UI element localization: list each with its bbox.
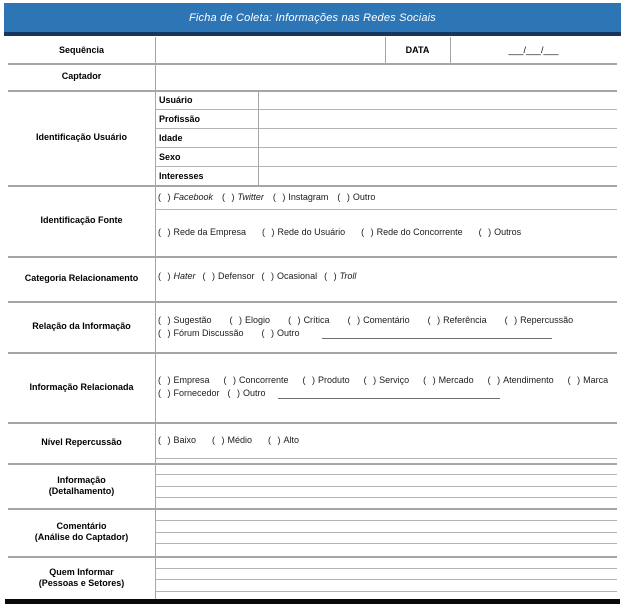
checkbox-box[interactable]: ( ) xyxy=(288,314,301,325)
fonte-network-options xyxy=(158,226,615,239)
checkbox-option[interactable] xyxy=(364,374,410,387)
checkbox-box[interactable]: ( ) xyxy=(504,314,518,325)
checkbox-option[interactable] xyxy=(428,314,487,327)
nivel-row xyxy=(158,422,615,458)
checkbox-option-label: Comentário xyxy=(363,314,410,325)
checkbox-box[interactable]: ( ) xyxy=(261,270,275,281)
categoria-relacionamento-label: Categoria Relacionamento xyxy=(24,273,139,283)
informacao-options-line2 xyxy=(158,387,615,400)
checkbox-option[interactable] xyxy=(158,327,244,340)
checkbox-option-label: Fornecedor xyxy=(173,388,220,398)
checkbox-option-label: Referência xyxy=(443,314,487,325)
sexo-value-cell[interactable] xyxy=(259,148,616,165)
checkbox-box[interactable]: ( ) xyxy=(361,227,374,237)
profissao-value-cell[interactable] xyxy=(259,110,616,127)
checkbox-option[interactable] xyxy=(348,314,410,327)
relacao-rows xyxy=(158,301,615,352)
checkbox-box[interactable]: ( ) xyxy=(262,227,275,237)
checkbox-option-label: Mercado xyxy=(438,375,474,385)
checkbox-option[interactable] xyxy=(488,374,554,387)
checkbox-option[interactable] xyxy=(230,314,271,327)
checkbox-option-label: Rede da Empresa xyxy=(173,227,247,237)
comentario-writing-row[interactable] xyxy=(156,544,616,555)
informacao-detalhamento-label-line2: (Detalhamento) xyxy=(48,485,115,496)
checkbox-option[interactable] xyxy=(268,434,299,447)
checkbox-box[interactable]: ( ) xyxy=(363,375,377,385)
checkbox-box[interactable]: ( ) xyxy=(567,375,581,385)
informacao-options-line1 xyxy=(158,374,615,387)
checkbox-option-label: Facebook xyxy=(173,191,214,202)
checkbox-option[interactable] xyxy=(158,434,196,447)
checkbox-box[interactable]: ( ) xyxy=(487,375,501,385)
checkbox-option-label: Alto xyxy=(283,434,300,445)
checkbox-box[interactable]: ( ) xyxy=(423,375,436,385)
quem-informar-writing-row[interactable] xyxy=(156,569,616,578)
identificacao-usuario-label: Identificação Usuário xyxy=(35,132,128,142)
checkbox-option-label: Outros xyxy=(494,227,522,237)
captador-input-cell[interactable] xyxy=(156,64,616,89)
sequencia-input-cell[interactable] xyxy=(156,38,384,62)
checkbox-box[interactable]: ( ) xyxy=(158,227,171,237)
checkbox-option[interactable] xyxy=(228,387,266,400)
checkbox-box[interactable]: ( ) xyxy=(158,375,171,385)
comentario-label-line2: (Análise do Captador) xyxy=(34,532,129,542)
checkbox-option[interactable] xyxy=(158,270,196,283)
relacao-other-write-in-line[interactable] xyxy=(322,328,552,339)
form-title: Ficha de Coleta: Informações nas Redes Sociais xyxy=(188,11,437,24)
checkbox-box[interactable]: ( ) xyxy=(347,314,361,325)
checkbox-option-label: Instagram xyxy=(288,191,329,202)
checkbox-option[interactable] xyxy=(203,270,255,283)
checkbox-box[interactable]: ( ) xyxy=(427,314,441,325)
checkbox-option-label: Outro xyxy=(352,191,376,202)
checkbox-option-label: Atendimento xyxy=(503,375,554,385)
checkbox-option-label: Outro xyxy=(277,327,300,338)
fonte-network-row xyxy=(158,209,615,256)
checkbox-option[interactable] xyxy=(273,191,329,204)
quem-informar-label-line2: (Pessoas e Setores) xyxy=(38,578,125,588)
checkbox-option[interactable] xyxy=(224,374,289,387)
row-divider xyxy=(155,458,617,459)
quem-informar-label-line1: Quem Informar xyxy=(49,567,114,577)
categoria-row xyxy=(158,256,615,296)
checkbox-option[interactable] xyxy=(303,374,350,387)
checkbox-option[interactable] xyxy=(423,374,474,387)
detalhamento-writing-row[interactable] xyxy=(156,464,616,474)
checkbox-option[interactable] xyxy=(158,226,246,239)
checkbox-option-label: Troll xyxy=(339,270,357,281)
checkbox-option[interactable] xyxy=(568,374,609,387)
checkbox-option-label: Repercussão xyxy=(520,314,574,325)
sexo-field-label: Sexo xyxy=(159,151,181,162)
checkbox-box[interactable]: ( ) xyxy=(478,227,492,237)
checkbox-option-label: Twitter xyxy=(237,191,264,202)
checkbox-option[interactable] xyxy=(158,314,212,327)
sequencia-label: Sequência xyxy=(58,44,105,55)
checkbox-box[interactable]: ( ) xyxy=(158,327,171,338)
checkbox-option[interactable] xyxy=(262,327,300,340)
checkbox-option[interactable] xyxy=(479,226,522,239)
checkbox-box[interactable]: ( ) xyxy=(222,191,235,202)
checkbox-option-label: Defensor xyxy=(218,270,255,281)
checkbox-box[interactable]: ( ) xyxy=(272,191,286,202)
checkbox-option[interactable] xyxy=(337,191,375,204)
checkbox-box[interactable]: ( ) xyxy=(158,388,171,398)
relacao-options-line1 xyxy=(158,314,615,327)
quem-informar-writing-row[interactable] xyxy=(156,592,616,599)
checkbox-option[interactable] xyxy=(288,314,330,327)
checkbox-option-label: Fórum Discussão xyxy=(173,327,244,338)
relacao-informacao-label: Relação da Informação xyxy=(32,321,131,331)
comentario-writing-row[interactable] xyxy=(156,521,616,531)
fonte-platform-row xyxy=(158,185,615,209)
checkbox-option[interactable] xyxy=(158,191,213,204)
checkbox-option[interactable] xyxy=(158,374,210,387)
checkbox-option[interactable] xyxy=(222,191,264,204)
detalhamento-writing-row[interactable] xyxy=(156,475,616,485)
checkbox-option[interactable] xyxy=(262,226,345,239)
checkbox-option[interactable] xyxy=(212,434,252,447)
checkbox-option-label: Empresa xyxy=(173,375,210,385)
checkbox-option-label: Crítica xyxy=(303,314,330,325)
checkbox-option-label: Sugestão xyxy=(173,314,212,325)
relacao-options-line2 xyxy=(158,327,615,340)
informacao-detalhamento-label xyxy=(8,463,155,508)
checkbox-box[interactable]: ( ) xyxy=(229,314,243,325)
checkbox-box[interactable]: ( ) xyxy=(302,375,316,385)
checkbox-option[interactable] xyxy=(158,387,220,400)
checkbox-box[interactable]: ( ) xyxy=(158,434,171,445)
nivel-options xyxy=(158,434,615,447)
checkbox-option-label: Médio xyxy=(227,434,253,445)
checkbox-box[interactable]: ( ) xyxy=(202,270,216,281)
date-input-cell[interactable]: ___/___/___ xyxy=(508,45,559,55)
checkbox-box[interactable]: ( ) xyxy=(324,270,337,281)
idade-value-cell[interactable] xyxy=(259,129,616,146)
informacao-relacionada-label: Informação Relacionada xyxy=(29,381,134,392)
interesses-field-label: Interesses xyxy=(159,170,204,181)
checkbox-option-label: Hater xyxy=(173,270,196,281)
idade-field-label: Idade xyxy=(159,132,183,143)
checkbox-option-label: Outro xyxy=(243,388,266,398)
data-label: DATA xyxy=(405,45,430,55)
captador-label: Captador xyxy=(61,71,102,81)
checkbox-option[interactable] xyxy=(505,314,574,327)
checkbox-option-label: Serviço xyxy=(379,375,410,385)
informacao-other-write-in-line[interactable] xyxy=(278,388,500,399)
quem-informar-writing-row[interactable] xyxy=(156,557,616,567)
profissao-field-label: Profissão xyxy=(159,113,201,124)
comentario-writing-row[interactable] xyxy=(156,509,616,519)
checkbox-option[interactable] xyxy=(361,226,463,239)
checkbox-option-label: Rede do Concorrente xyxy=(376,227,463,237)
checkbox-option[interactable] xyxy=(324,270,356,283)
informacao-detalhamento-label-line1: Informação xyxy=(57,474,106,485)
checkbox-box[interactable]: ( ) xyxy=(268,434,281,445)
usuario-field-label: Usuário xyxy=(159,94,193,105)
interesses-value-cell[interactable] xyxy=(259,167,616,184)
checkbox-box[interactable]: ( ) xyxy=(158,270,171,281)
checkbox-box[interactable]: ( ) xyxy=(158,314,171,325)
quem-informar-label xyxy=(8,556,155,600)
checkbox-box[interactable]: ( ) xyxy=(212,434,225,445)
checkbox-option[interactable] xyxy=(262,270,318,283)
checkbox-option-label: Baixo xyxy=(173,434,197,445)
checkbox-box[interactable]: ( ) xyxy=(227,388,241,398)
checkbox-option-label: Produto xyxy=(318,375,350,385)
checkbox-box[interactable]: ( ) xyxy=(337,191,350,202)
checkbox-option-label: Ocasional xyxy=(277,270,318,281)
detalhamento-writing-row[interactable] xyxy=(156,487,616,497)
categoria-options xyxy=(158,270,615,283)
checkbox-option-label: Elogio xyxy=(245,314,271,325)
checkbox-box[interactable]: ( ) xyxy=(158,191,171,202)
identificacao-fonte-label: Identificação Fonte xyxy=(40,215,123,225)
comentario-label-line1: Comentário xyxy=(56,521,107,531)
usuario-value-cell[interactable] xyxy=(259,91,616,108)
checkbox-option-label: Concorrente xyxy=(239,375,289,385)
comentario-writing-row[interactable] xyxy=(156,533,616,542)
checkbox-box[interactable]: ( ) xyxy=(261,327,275,338)
form-title-bar xyxy=(4,3,621,36)
nivel-repercussao-label: Nível Repercussão xyxy=(41,437,122,447)
quem-informar-writing-row[interactable] xyxy=(156,580,616,590)
checkbox-option-label: Rede do Usuário xyxy=(277,227,346,237)
checkbox-option-label: Marca xyxy=(583,375,609,385)
fonte-platform-options xyxy=(158,191,615,204)
comentario-label xyxy=(8,508,155,556)
detalhamento-writing-row[interactable] xyxy=(156,498,616,508)
informacao-relacionada-rows xyxy=(158,352,615,422)
checkbox-box[interactable]: ( ) xyxy=(223,375,237,385)
